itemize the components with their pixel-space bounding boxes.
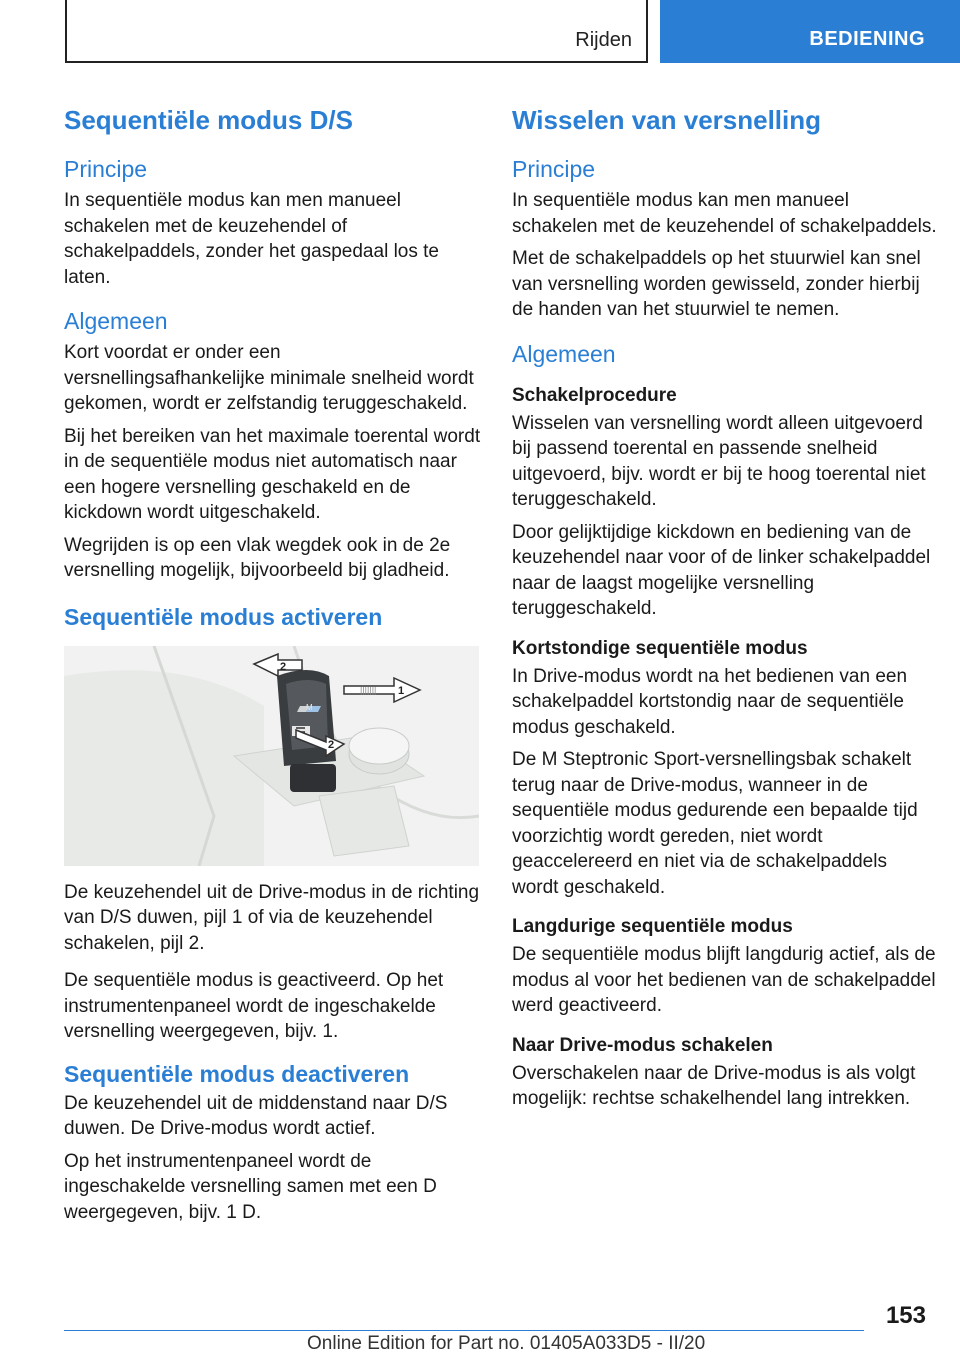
figure-arrow2-top-label: 2: [280, 660, 287, 673]
right-schakel-p2: Door gelijktijdige kickdown en bediening van de keuzehendel naar voor of de linker schakelpaddel naar de laagst mogelijke versnelling teruggeschakeld.: [512, 521, 931, 619]
left-column: [64, 104, 484, 1232]
left-algemeen-p3: Wegrijden is op een vlak wegdek ook in de 2e versnelling mogelijk, bijvoorbeeld bij gladheid.: [64, 534, 451, 581]
left-principe-heading: Principe: [64, 156, 148, 182]
page-number: 153: [885, 1302, 926, 1329]
left-deactiveren-p2: Op het instrumentenpaneel wordt de ingeschakelde versnelling samen met een D weergegeven, bijv. 1 D.: [64, 1150, 437, 1223]
left-algemeen-p1: Kort voordat er onder een versnellingsafhankelijke minimale snelheid wordt gekomen, wordt er zelfstandig teruggeschakeld.: [64, 342, 474, 414]
figure-arrow1-label: 1: [398, 684, 405, 697]
figure-arrow2-bottom-label: 2: [328, 738, 335, 751]
right-algemeen-heading: Algemeen: [512, 340, 616, 367]
right-schakel-heading: Schakelprocedure: [512, 384, 677, 406]
left-algemeen-heading: Algemeen: [64, 308, 168, 334]
gear-selector-figure: [64, 646, 479, 866]
right-principe-heading: Principe: [512, 156, 596, 182]
header-chapter-label: BEDIENING: [809, 28, 925, 50]
left-deactiveren-heading: Sequentiële modus deactiveren: [64, 1060, 410, 1087]
footer-divider: [64, 1330, 864, 1331]
header-section-label: Rijden: [575, 29, 632, 51]
left-principe-text: In sequentiële modus kan men manueel schakelen met de keuzehendel of schakelpaddels, zonder het gaspedaal los te laten.: [64, 190, 439, 288]
left-activeren-p2: De sequentiële modus is geactiveerd. Op het instrumentenpaneel wordt de ingeschakelde versnelling weergegeven, bijv. 1.: [64, 970, 444, 1042]
right-title: Wisselen van versnelling: [512, 105, 822, 135]
right-schakel-p1: Wisselen van versnelling wordt alleen uitgevoerd bij passend toerental en passende snelheid uitgevoerd, bijv. wordt er bij te hoog toerental niet teruggeschakeld.: [512, 412, 926, 510]
right-principe-p1: In sequentiële modus kan men manueel schakelen met de keuzehendel of schakelpaddels.: [512, 190, 937, 237]
svg-text:|||||||: |||||||: [360, 684, 377, 695]
header-section-box: [65, 0, 648, 63]
figure-logo-text: M: [306, 702, 313, 712]
left-activeren-p1: De keuzehendel uit de Drive-modus in de richting van D/S duwen, pijl 1 of via de keuzehendel schakelen, pijl 2.: [64, 881, 480, 954]
right-lang-heading: Langdurige sequentiële modus: [512, 916, 793, 937]
gear-selector-illustration: [64, 646, 479, 866]
right-kort-p2: De M Steptronic Sport-versnellingsbak schakelt terug naar de Drive-modus, wanneer in de sequentiële modus gedurende een bepaalde tijd voorzichtig wordt gereden, niet wordt geaccelereerd en niet via de schakelpaddels wordt geschakeld.: [512, 749, 918, 898]
right-kort-heading: Kortstondige sequentiële modus: [512, 637, 808, 659]
header-chapter-tab[interactable]: [660, 0, 960, 63]
right-drive-p1: Overschakelen naar de Drive-modus is als volgt mogelijk: rechtse schakelhendel lang intrekken.: [512, 1062, 916, 1109]
right-column: [512, 104, 937, 1119]
left-algemeen-p2: Bij het bereiken van het maximale toerental wordt in de sequentiële modus niet automatisch naar een hogere versnelling geschakeld en de kickdown wordt uitgeschakeld.: [64, 425, 481, 523]
right-kort-p1: In Drive-modus wordt na het bedienen van een schakelpaddel kortstondig naar de sequentiële modus geschakeld.: [512, 665, 908, 738]
right-lang-p1: De sequentiële modus blijft langdurig actief, als de modus al voor het bedienen van de schakelpaddel werd geactiveerd.: [512, 944, 936, 1016]
left-title: Sequentiële modus D/S: [64, 105, 353, 135]
left-activeren-heading: Sequentiële modus activeren: [64, 603, 383, 630]
footer-edition-text: Online Edition for Part no. 01405A033D5 - II/20: [307, 1333, 706, 1354]
right-principe-p2: Met de schakelpaddels op het stuurwiel kan snel van versnelling worden gewisseld, zonder hierbij de handen van het stuurwiel te nemen.: [512, 248, 921, 320]
right-drive-heading: Naar Drive-modus schakelen: [512, 1034, 773, 1056]
left-deactiveren-p1: De keuzehendel uit de middenstand naar D/S duwen. De Drive-modus wordt actief.: [64, 1092, 448, 1139]
